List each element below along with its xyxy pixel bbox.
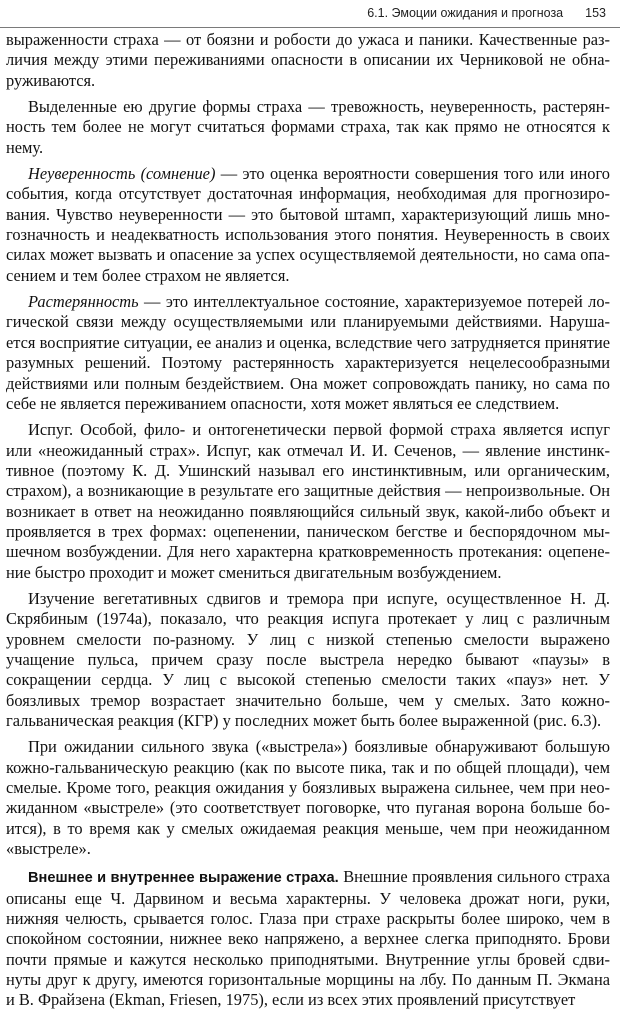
body-text [6,30,610,1011]
paragraph-2: Выделенные ею другие формы страха — тревожность, неуверенность, растерянность тем более не могут считаться формами страха, так как прямо не относятся к нему. [6,97,610,157]
paragraph-1: выраженности страха — от боязни и робости до ужаса и паники. Качественные различия между этими переживаниями опасности в описании их Черниковой не обнаруживаются. [6,30,610,90]
paragraph-5: Испуг. Особой, фило- и онтогенетически первой формой страха является испуг или «неожиданный страх». Испуг, как отмечал И. И. Сеченов, — явление инстинктивное (поэтому К. Д. Ушинский называл его инстинктивным, или органическим, страхом), а возникающие в результате его защитные действия — непроизвольные. Он возникает в ответ на неожиданно появляющийся сильный звук, какой-либо объект и проявляется в трех формах: оцепенении, паническом бегстве и беспорядочном мышечном возбуждении. Для него характерна кратковременность протекания: оцепенение быстро проходит и может смениться двигательным возбуждением. [6,420,610,582]
term-confusion: Растерянность [28,292,139,312]
running-header [367,6,606,20]
paragraph-4: Растерянность — это интеллектуальное состояние, характеризуемое потерей логической связи между осуществляемыми или планируемыми действиями. Нарушается восприятие ситуации, ее анализ и оценка, вследствие чего затрудняется принятие разумных решений. Поэтому растерянность характеризуется нецелесообразными действиями или полным бездействием. Она может сопровождать панику, но сама по себе не является переживанием опасности, хотя может являться ее следствием. [6,292,610,413]
paragraph-7: При ожидании сильного звука («выстрела») боязливые обнаруживают большую кожно-гальваническую реакцию (как по высоте пика, так и по общей площади), чем смелые. Кроме того, реакция ожидания у боязливых выражена сильнее, чем при неожиданном «выстреле» (это соответствует поговорке, что пуганая ворона больше боится), в то время как у смелых ожидаемая реакция меньше, чем при неожиданном «выстреле». [6,737,610,859]
paragraph-6: Изучение вегетативных сдвигов и тремора при испуге, осуществленное Н. Д. Скрябиным (1974а), показало, что реакция испуга протекает у лиц с различным уровнем смелости по-разному. У лиц с низкой степенью смелости выражено учащение пульса, причем сразу после выстрела нередко бывают «паузы» в сокращении сердца. У лиц с высокой степенью смелости таких «пауз» нет. У боязливых тремор возрастает значительно больше, чем у смелых. Зато кожно-гальваническая реакция (КГР) у последних может быть более выраженной (рис. 6.3). [6,588,610,730]
page-number: 153 [585,6,606,20]
section-run-in-heading: Внешнее и внутреннее выражение страха. [28,870,339,887]
term-uncertainty: Неуверенность (сомнение) [28,164,216,184]
header-divider [0,27,620,28]
paragraph-8: Внешнее и внутреннее выражение страха. Внешние проявления сильного страха описаны еще Ч. Дарвином и весьма характерны. У человека дрожат ноги, руки, нижняя челюсть, срывается голос. Глаза при страхе раскрыты более широко, чем в спокойном состоянии, нижнее веко напряжено, а верхнее слегка приподнято. Брови почти прямые и кажутся несколько приподнятыми. Внутренние углы бровей сдвинуты друг к другу, имеются горизонтальные морщины на лбу. По данным П. Экмана и В. Фрайзена (Ekman, Friesen, 1975), если из всех этих проявлений присутствует [6,867,611,1010]
paragraph-3: Неуверенность (сомнение) — это оценка вероятности совершения того или иного события, когда отсутствует достаточная информация, необходимая для прогнозирования. Чувство неуверенности — это бытовой штамп, характеризующий лишь многозначность и неадекватность использования этого понятия. Неуверенность в своих силах может вызвать и опасение за успех осуществляемой деятельности, но сама опасением и тем более страхом не является. [6,164,610,285]
chapter-title: 6.1. Эмоции ожидания и прогноза [367,6,564,20]
